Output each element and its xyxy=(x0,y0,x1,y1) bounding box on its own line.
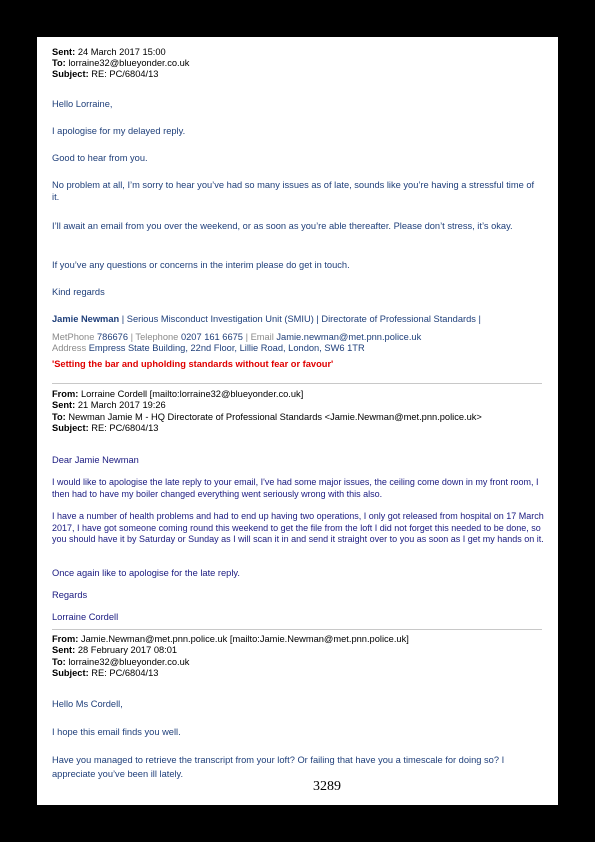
email1-paragraph: If you’ve any questions or concerns in the interim please do get in touch. xyxy=(52,260,350,270)
sent-label: Sent: xyxy=(52,47,76,57)
email1-motto: 'Setting the bar and upholding standards without fear or favour' xyxy=(52,359,334,369)
email3-sent-line xyxy=(52,645,177,656)
email2-paragraph: Once again like to apologise for the late reply. xyxy=(52,568,240,578)
email1-sent-line xyxy=(52,47,166,58)
from-value: Jamie.Newman@met.pnn.police.uk [mailto:Jamie.Newman@met.pnn.police.uk] xyxy=(80,634,409,644)
subject-value: RE: PC/6804/13 xyxy=(91,668,159,678)
to-label: To: xyxy=(52,657,66,667)
email1-paragraph: No problem at all, I’m sorry to hear you’ve had so many issues as of late, sounds like you’re having a stressful time of it. xyxy=(52,180,535,203)
signature-name: Jamie Newman xyxy=(52,314,120,324)
telephone-label: | Telephone xyxy=(128,332,179,342)
email3-from-line xyxy=(52,634,409,645)
email2-paragraph: I have a number of health problems and had to end up having two operations, I only got released from hospital on 17 March 2017, I have got someone coming round this weekend to get the file from the loft I did not forget this needed to be done, so you should have it by Saturday or Sunday as I will scan it in and send it straight over to you as soon as I get my hands on it. xyxy=(52,511,544,544)
email2-to-line xyxy=(52,412,482,423)
page-number: 3289 xyxy=(313,779,341,794)
email1-greeting: Hello Lorraine, xyxy=(52,99,113,109)
email3-to-line xyxy=(52,657,189,668)
sent-label: Sent: xyxy=(52,400,76,410)
signature-unit: | Serious Misconduct Investigation Unit (SMIU) | Directorate of Professional Standards | xyxy=(119,314,481,324)
email1-paragraph: I’ll await an email from you over the weekend, or as soon as you’re able thereafter. Please don’t stress, it’s okay. xyxy=(52,221,513,231)
subject-label: Subject: xyxy=(52,668,89,678)
metphone-value: 786676 xyxy=(96,332,129,342)
email1-address-line xyxy=(52,343,365,354)
subject-value: RE: PC/6804/13 xyxy=(91,69,159,79)
to-value: lorraine32@blueyonder.co.uk xyxy=(68,58,190,68)
email1-subject-line xyxy=(52,69,158,80)
sent-value: 21 March 2017 19:26 xyxy=(77,400,166,410)
email2-sent-line xyxy=(52,400,166,411)
email3-paragraph: Have you managed to retrieve the transcript from your loft? Or failing that have you a timescale for doing so? I appreciate you’ve been ill lately. xyxy=(52,755,505,779)
email1-signoff: Kind regards xyxy=(52,287,105,297)
email1-signature-line xyxy=(52,314,481,325)
email2-signoff: Regards xyxy=(52,590,88,600)
to-label: To: xyxy=(52,412,66,422)
email2-subject-line xyxy=(52,423,158,434)
telephone-value: 0207 161 6675 xyxy=(180,332,243,342)
sent-label: Sent: xyxy=(52,645,76,655)
address-value: Empress State Building, 22nd Floor, Lillie Road, London, SW6 1TR xyxy=(88,343,365,353)
email3-subject-line xyxy=(52,668,158,679)
divider xyxy=(52,383,542,384)
email2-paragraph: I would like to apologise the late reply to your email, I've had some major issues, the ceiling come down in my front room, I then had to have my boiler changed everything went seriously wrong with this also. xyxy=(52,477,539,499)
email3-greeting: Hello Ms Cordell, xyxy=(52,699,123,709)
subject-label: Subject: xyxy=(52,69,89,79)
sent-value: 24 March 2017 15:00 xyxy=(77,47,166,57)
subject-label: Subject: xyxy=(52,423,89,433)
from-label: From: xyxy=(52,389,79,399)
email-value: Jamie.newman@met.pnn.police.uk xyxy=(276,332,422,342)
address-label: Address xyxy=(52,343,87,353)
to-label: To: xyxy=(52,58,66,68)
email2-from-line xyxy=(52,389,303,400)
email2-greeting: Dear Jamie Newman xyxy=(52,455,139,465)
email1-contact-line xyxy=(52,332,421,343)
email2-sender-name: Lorraine Cordell xyxy=(52,612,119,622)
email1-paragraph: Good to hear from you. xyxy=(52,153,148,163)
to-value: Newman Jamie M - HQ Directorate of Professional Standards <Jamie.Newman@met.pnn.police.uk> xyxy=(68,412,482,422)
email-label: | Email xyxy=(242,332,274,342)
subject-value: RE: PC/6804/13 xyxy=(91,423,159,433)
from-label: From: xyxy=(52,634,79,644)
metphone-label: MetPhone xyxy=(52,332,95,342)
sent-value: 28 February 2017 08:01 xyxy=(77,645,178,655)
divider xyxy=(52,629,542,630)
email1-to-line xyxy=(52,58,189,69)
to-value: lorraine32@blueyonder.co.uk xyxy=(68,657,190,667)
from-value: Lorraine Cordell [mailto:lorraine32@blueyonder.co.uk] xyxy=(80,389,304,399)
email3-paragraph: I hope this email finds you well. xyxy=(52,727,181,737)
document-page xyxy=(37,37,558,805)
email1-paragraph: I apologise for my delayed reply. xyxy=(52,126,186,136)
